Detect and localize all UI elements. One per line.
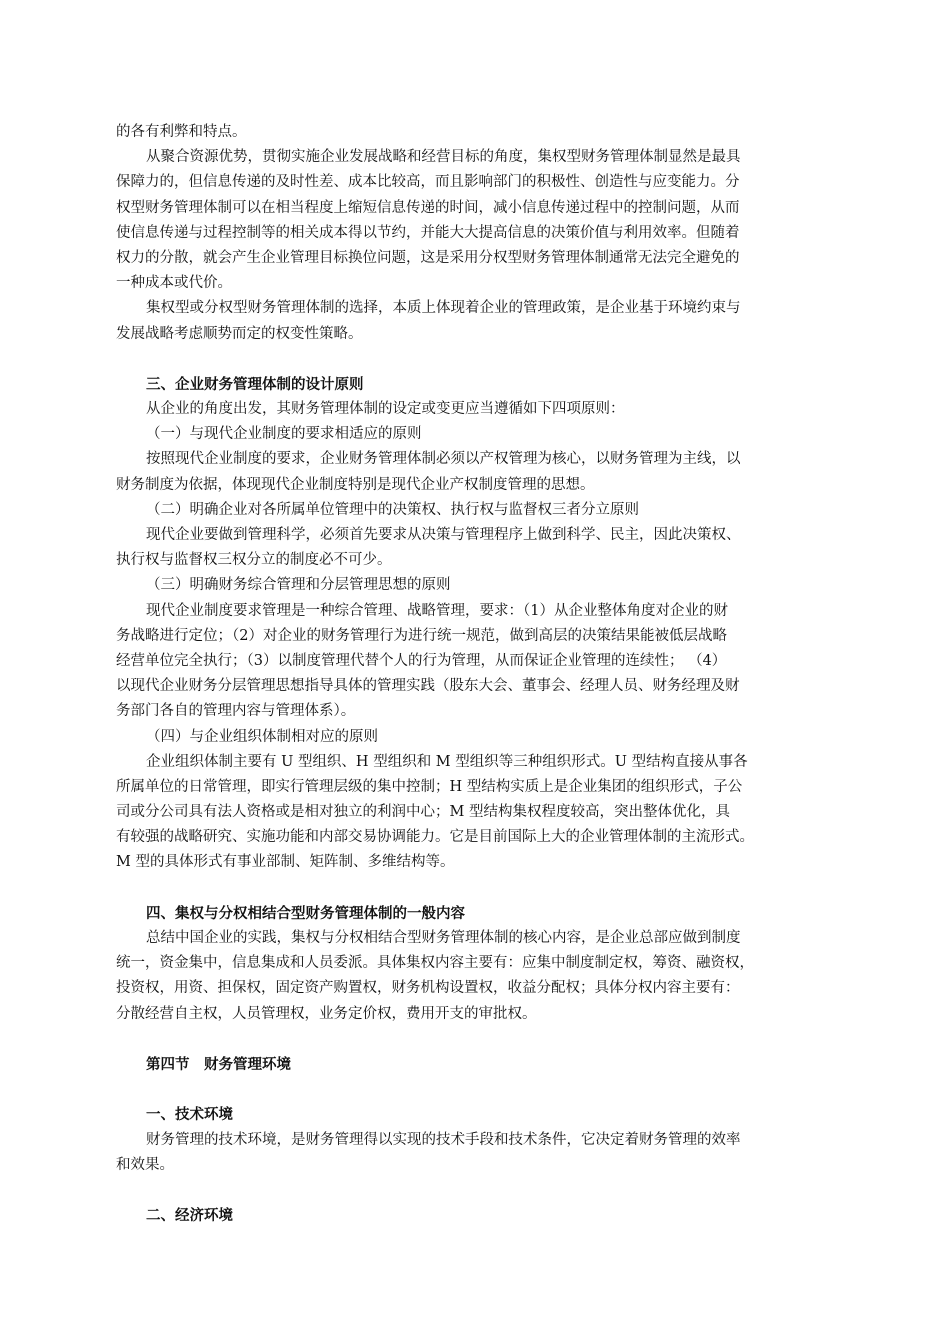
text-line: 按照现代企业制度的要求，企业财务管理体制必须以产权管理为核心，以财务管理为主线，以 [146,451,741,468]
subheading-principle-1 [116,422,842,447]
text-line: 经营单位完全执行；（3）以制度管理代替个人的行为管理，从而保证企业管理的连续性； （4） [116,652,727,669]
heading-technical-environment: 一、技术环境 [146,1106,233,1124]
text-line: M 型的具体形式有事业部制、矩阵制、多维结构等。 [116,854,455,871]
text-line: 集权型或分权型财务管理体制的选择，本质上体现着企业的管理政策，是企业基于环境约束与 [146,300,741,317]
paragraph-intro-tail [116,120,842,145]
paragraph-technical-environment [116,1128,842,1178]
text-line: 从企业的角度出发，其财务管理体制的设定或变更应当遵循如下四项原则： [146,401,625,418]
text-line: 以现代企业财务分层管理思想指导具体的管理实践（股东大会、董事会、经理人员、财务经理及财 [116,678,740,695]
paragraph-principle-3 [116,599,842,725]
text-line: 权型财务管理体制可以在相当程度上缩短信息传递的时间，减小信息传递过程中的控制问题，从而 [116,199,740,216]
text-line: （一）与现代企业制度的要求相适应的原则 [146,426,422,443]
text-line: 有较强的战略研究、实施功能和内部交易协调能力。它是目前国际上大的企业管理体制的主流形式。 [116,829,754,846]
text-line: 司或分公司具有法人资格或是相对独立的利润中心；M 型结构集权程度较高，突出整体优化，具 [116,804,730,821]
text-line: 发展战略考虑顺势而定的权变性策略。 [116,325,363,342]
subheading-principle-4 [116,725,842,750]
subheading-principle-3 [116,573,842,598]
paragraph-choice-essence [116,296,842,346]
text-line: 现代企业要做到管理科学，必须首先要求从决策与管理程序上做到科学、民主，因此决策权、 [146,527,741,543]
text-line: 执行权与监督权三权分立的制度必不可少。 [116,552,392,569]
text-line: 财务制度为依据，体现现代企业制度特别是现代企业产权制度管理的思想。 [116,476,595,493]
text-line: 现代企业制度要求管理是一种综合管理、战略管理，要求：（1）从企业整体角度对企业的财 [146,602,728,619]
text-line: 使信息传递与过程控制等的相关成本得以节约，并能大大提高信息的决策价值与利用效率。但随着 [116,224,740,241]
text-line: 企业组织体制主要有 U 型组织、H 型组织和 M 型组织等三种组织形式。U 型结构直接从事各 [146,753,748,770]
text-line: 和效果。 [116,1156,174,1173]
blank-line [116,876,842,901]
paragraph-principle-1 [116,447,842,497]
paragraph-centralized-vs-decentralized [116,145,842,296]
text-line: 一种成本或代价。 [116,275,232,292]
text-line: （二）明确企业对各所属单位管理中的决策权、执行权与监督权三者分立原则 [146,501,639,518]
text-line: 务部门各自的管理内容与管理体系）。 [116,703,356,720]
text-line: 务战略进行定位；（2）对企业的财务管理行为进行统一规范，做到高层的决策结果能被低层战略 [116,627,727,644]
text-line: 财务管理的技术环境，是财务管理得以实现的技术手段和技术条件，它决定着财务管理的效率 [146,1131,741,1148]
heading-design-principles: 三、企业财务管理体制的设计原则 [146,375,364,393]
heading-economic-environment: 二、经济环境 [146,1207,233,1225]
text-line: 统一，资金集中，信息集成和人员委派。具体集权内容主要有：应集中制度制定权，筹资、融资权， [116,955,754,972]
paragraph-principle-2 [116,523,842,573]
text-line: 权力的分散，就会产生企业管理目标换位问题，这是采用分权型财务管理体制通常无法完全避免的 [116,249,740,266]
paragraph-four-principles-intro [116,397,842,422]
text-line: 投资权，用资、担保权，固定资产购置权，财务机构设置权，收益分配权；具体分权内容主要有： [116,980,740,997]
heading-section-four: 第四节 财务管理环境 [146,1055,291,1073]
blank-line [116,347,842,372]
text-line: 从聚合资源优势，贯彻实施企业发展战略和经营目标的角度，集权型财务管理体制显然是最具 [146,149,741,166]
text-line: 总结中国企业的实践，集权与分权相结合型财务管理体制的核心内容，是企业总部应做到制度 [146,930,741,946]
text-line: 分散经营自主权，人员管理权，业务定价权，费用开支的审批权。 [116,1005,537,1022]
blank-line [116,1027,842,1052]
document-page [116,120,842,1228]
paragraph-general-content [116,926,842,1027]
text-line: 保障力的，但信息传递的及时性差、成本比较高，而且影响部门的积极性、创造性与应变能力。分 [116,174,740,191]
text-line: （四）与企业组织体制相对应的原则 [146,728,378,745]
blank-line [116,1077,842,1102]
text-line: （三）明确财务综合管理和分层管理思想的原则 [146,577,451,594]
subheading-principle-2 [116,498,842,523]
text-line: 的各有利弊和特点。 [116,124,247,140]
text-line: 所属单位的日常管理，即实行管理层级的集中控制；H 型结构实质上是企业集团的组织形式，子公 [116,778,743,795]
blank-line [116,1178,842,1203]
heading-general-content: 四、集权与分权相结合型财务管理体制的一般内容 [146,904,465,922]
paragraph-principle-4 [116,750,842,876]
